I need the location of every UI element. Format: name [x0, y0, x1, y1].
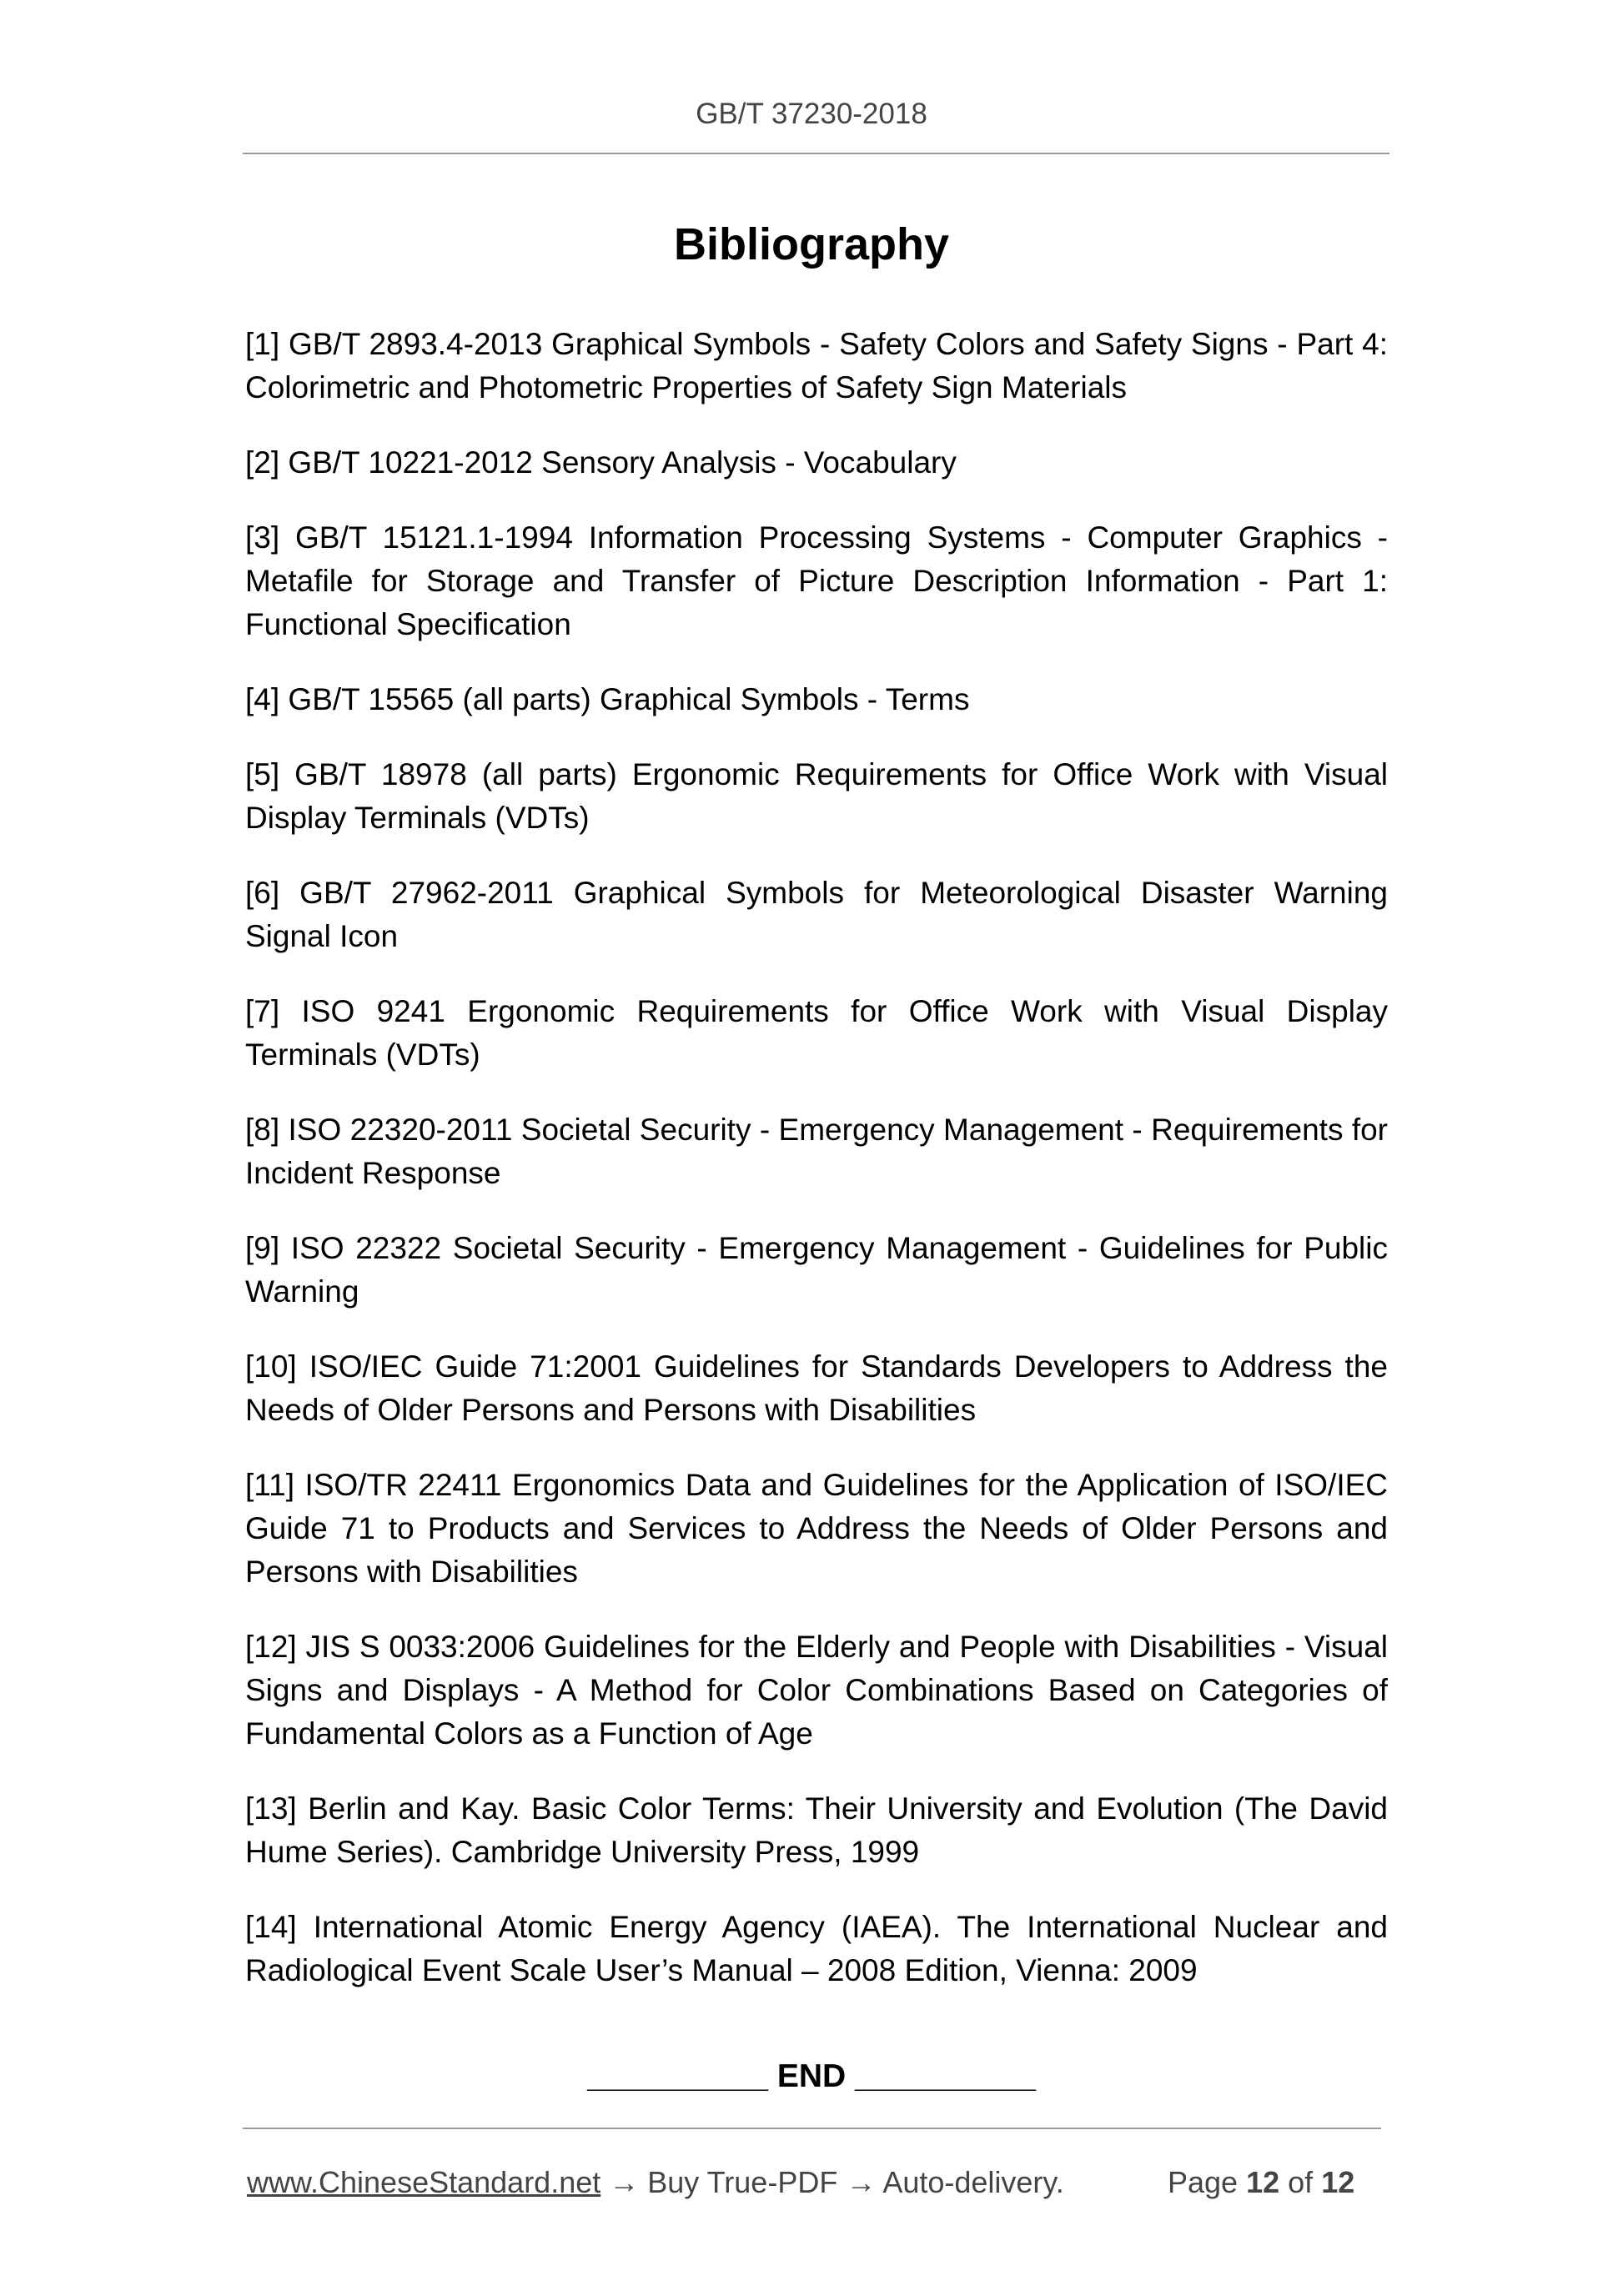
page-total: 12: [1321, 2165, 1355, 2199]
reference-item-12: [12] JIS S 0033:2006 Guidelines for the Elderly and People with Disabilities - Visual Signs and Displays - A Method for Color Combinations Based on Categories of Fundamental Colors as a Function of Age: [245, 1630, 1388, 1751]
reference-item-3: [3] GB/T 15121.1-1994 Information Processing Systems - Computer Graphics - Metafile for Storage and Transfer of Picture Description Information - Part 1: Functional Specification: [245, 520, 1388, 641]
page-title: Bibliography: [673, 219, 949, 269]
reference-item-8: [8] ISO 22320-2011 Societal Security - Emergency Management - Requirements for Incident Response: [245, 1113, 1388, 1190]
footer-tagline: → Buy True-PDF → Auto-delivery.: [600, 2165, 1064, 2199]
website-link[interactable]: www.ChineseStandard.net: [247, 2165, 601, 2199]
footer-divider: [243, 2128, 1381, 2129]
reference-item-1: [1] GB/T 2893.4-2013 Graphical Symbols - Safety Colors and Safety Signs - Part 4: Colorimetric and Photometric Properties of Safety Sign Materials: [245, 327, 1388, 404]
reference-item-14: [14] International Atomic Energy Agency (IAEA). The International Nuclear and Radiological Event Scale User’s Manual – 2008 Edition, Vienna: 2009: [245, 1910, 1388, 1987]
document-code-header: GB/T 37230-2018: [696, 98, 927, 130]
reference-item-10: [10] ISO/IEC Guide 71:2001 Guidelines for Standards Developers to Address the Needs of Older Persons and Persons with Disabilities: [245, 1349, 1388, 1427]
reference-item-11: [11] ISO/TR 22411 Ergonomics Data and Guidelines for the Application of ISO/IEC Guide 71 to Products and Services to Address the Needs of Older Persons and Persons with Disabilities: [245, 1468, 1388, 1589]
of-label: of: [1288, 2165, 1314, 2199]
end-marker: __________ END __________: [587, 2058, 1036, 2094]
footer-promo: [247, 2165, 1064, 2200]
page-number: [1168, 2165, 1354, 2200]
reference-item-5: [5] GB/T 18978 (all parts) Ergonomic Requirements for Office Work with Visual Display Terminals (VDTs): [245, 757, 1388, 835]
reference-item-2: [2] GB/T 10221-2012 Sensory Analysis - Vocabulary: [245, 445, 957, 480]
page-current: 12: [1246, 2165, 1280, 2199]
reference-item-4: [4] GB/T 15565 (all parts) Graphical Symbols - Terms: [245, 682, 970, 716]
reference-item-7: [7] ISO 9241 Ergonomic Requirements for Office Work with Visual Display Terminals (VDTs): [245, 994, 1388, 1072]
reference-item-6: [6] GB/T 27962-2011 Graphical Symbols for Meteorological Disaster Warning Signal Icon: [245, 876, 1388, 953]
reference-item-13: [13] Berlin and Kay. Basic Color Terms: Their University and Evolution (The David Hume Series). Cambridge University Press, 1999: [245, 1791, 1388, 1869]
reference-item-9: [9] ISO 22322 Societal Security - Emergency Management - Guidelines for Public Warning: [245, 1231, 1388, 1309]
reference-list: [245, 323, 1388, 2024]
header-divider: [243, 153, 1389, 154]
page-label: Page: [1168, 2165, 1239, 2199]
